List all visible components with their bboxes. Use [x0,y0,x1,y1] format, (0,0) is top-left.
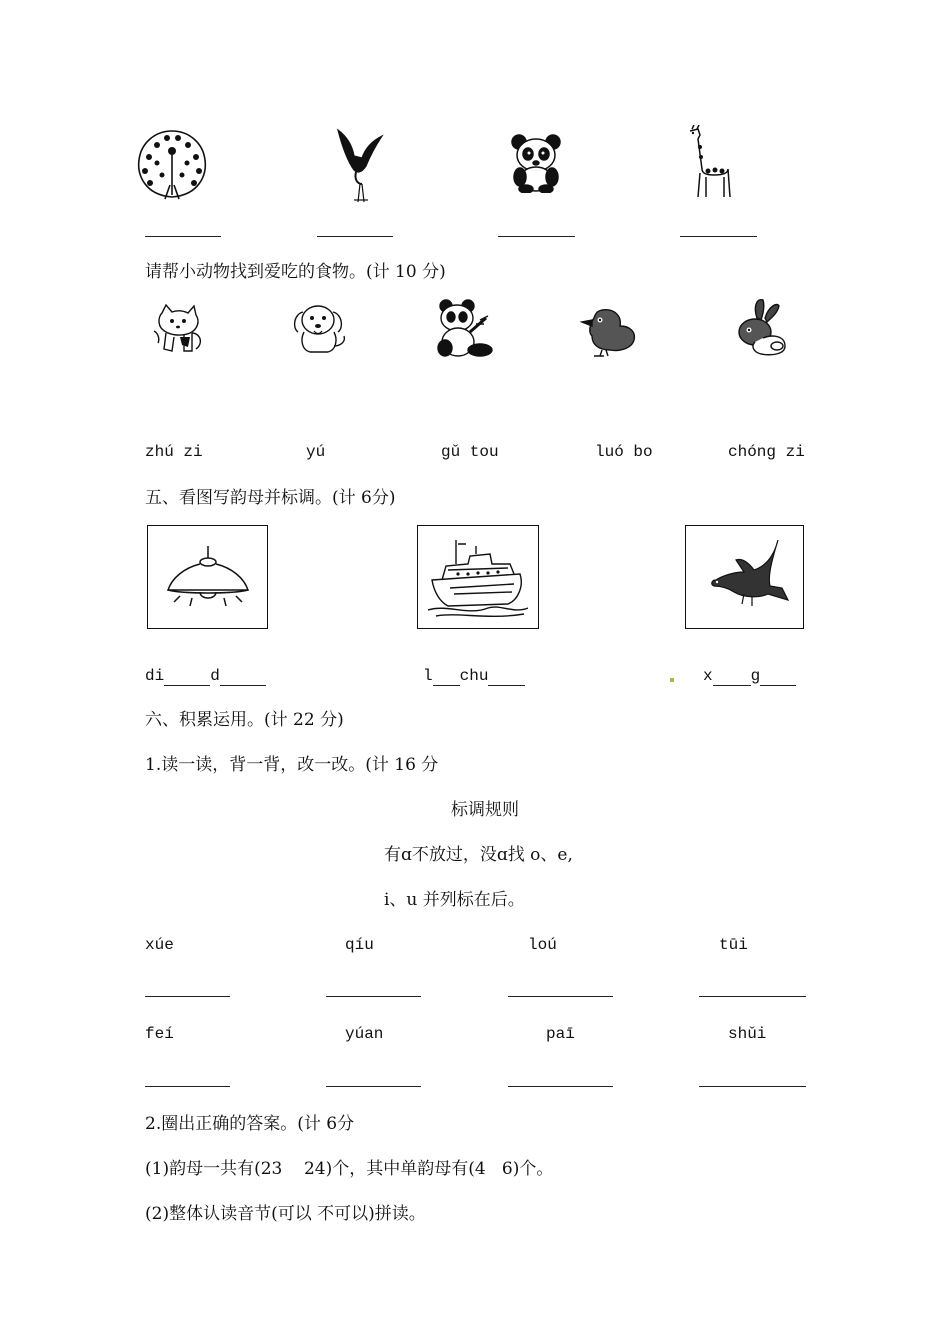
panda-icon [510,133,562,193]
answer-line[interactable] [680,236,757,237]
food-prompt: 请帮小动物找到爱吃的食物。(计 10 分) [145,262,446,282]
correction-line[interactable] [508,996,613,997]
pinyin-pai: paī [546,1025,575,1043]
q2-item2: (2)整体认读音节(可以 不可以)拼读。 [145,1204,426,1224]
pinyin-qiu: qíu [345,936,374,954]
food-zhuzi: zhú zi [145,443,203,461]
food-yu: yú [306,443,326,461]
pigeon-blank-2[interactable] [760,667,796,686]
correction-line[interactable] [326,996,421,997]
q2-item1: (1)韵母一共有(23 24)个，其中单韵母有(4 6)个。 [145,1159,554,1179]
ship-blank-1[interactable] [433,667,460,686]
ship-mid: chu [459,667,489,685]
rule-line1: 有ɑ不放过，没ɑ找 o、e, [384,845,573,865]
lamp-blank-2[interactable] [220,667,266,686]
rabbit-icon [733,296,791,360]
ship-pre: l [423,667,433,685]
correction-line[interactable] [326,1086,421,1087]
pinyin-xue: xúe [145,936,174,954]
pigeon-icon [708,540,792,616]
cat-icon [150,303,210,358]
answer-line[interactable] [498,236,575,237]
answer-line[interactable] [145,236,221,237]
panda-bamboo-icon [436,298,494,360]
correction-line[interactable] [145,996,230,997]
rule-title: 标调规则 [451,800,519,820]
ship-blank-2[interactable] [488,667,525,686]
lamp-frame [147,525,268,629]
pigeon-mid: g [750,667,761,685]
food-gutou: gǔ tou [441,443,499,461]
ship-icon [428,534,528,620]
pinyin-yuan: yúan [345,1025,384,1043]
stray-mark [670,678,674,682]
rule-line2: i、u 并列标在后。 [384,890,525,910]
section6-title: 六、积累运用。(计 22 分) [145,710,344,730]
giraffe-icon [684,125,736,200]
pinyin-tui: tūi [719,936,748,954]
pinyin-shui: shǔi [728,1025,767,1043]
pigeon-pre: x [703,667,713,685]
lamp-pre: di [145,667,165,685]
correction-line[interactable] [699,996,806,997]
pinyin-lou: loú [528,936,557,954]
section5-title: 五、看图写韵母并标调。(计 6分) [145,488,396,508]
correction-line[interactable] [508,1086,613,1087]
food-chongzi: chóng zi [728,443,805,461]
lamp-icon [164,546,252,608]
correction-line[interactable] [145,1086,230,1087]
ship-answer [423,667,525,686]
pigeon-blank-1[interactable] [713,667,751,686]
correction-line[interactable] [699,1086,806,1087]
pinyin-fei: feí [145,1025,174,1043]
food-luobo: luó bo [595,443,653,461]
ship-frame [417,525,539,629]
pigeon-frame [685,525,804,629]
crane-icon [332,126,387,206]
q2-title: 2.圈出正确的答案。(计 6分 [145,1114,355,1134]
lamp-answer [145,667,266,686]
pigeon-answer [703,667,796,686]
chick-icon [580,302,638,357]
q1-title: 1.读一读，背一背，改一改。(计 16 分 [145,755,439,775]
lamp-blank-1[interactable] [164,667,210,686]
lamp-mid: d [210,667,220,685]
peacock-icon [135,125,210,203]
puppy-icon [288,300,350,358]
answer-line[interactable] [317,236,393,237]
